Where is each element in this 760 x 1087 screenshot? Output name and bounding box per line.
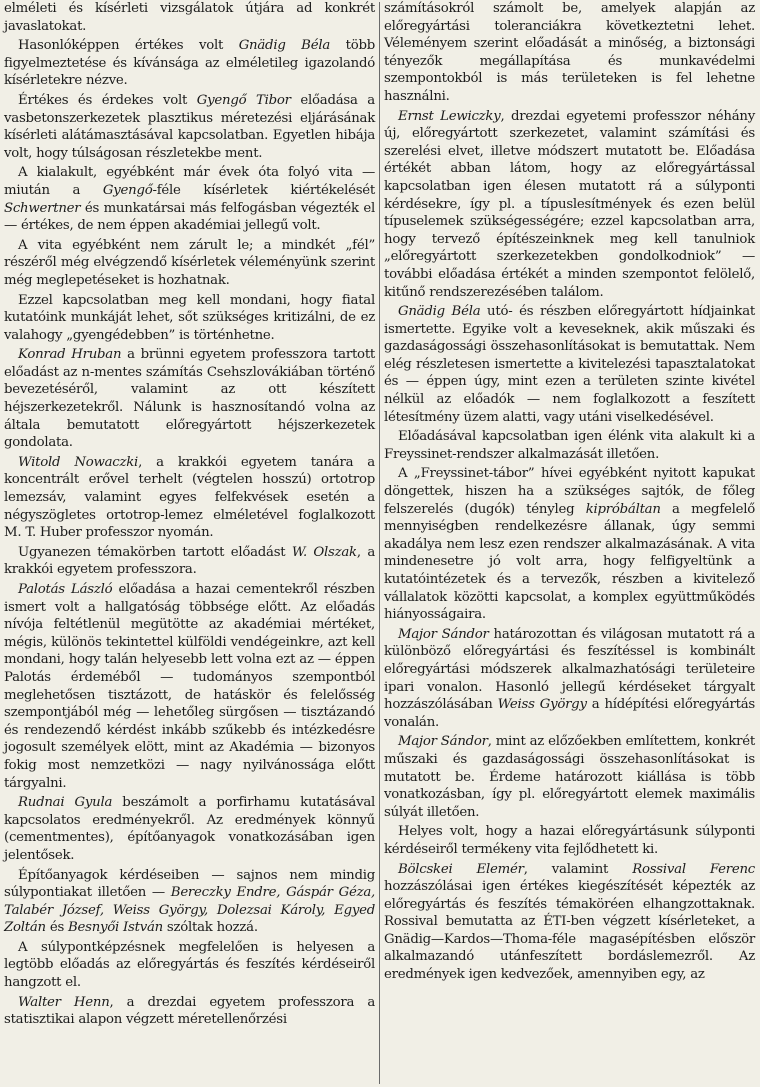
text-run: előadása a hazai cementekről részben ismert volt a hallgatóság többsége előtt. Az előadás nívója feltétlenül megütötte az akadémiai mértéket, mégis, különös tekintettel külföldi vendégeinkre, azt kell mondani, hogy talán helyesebb lett volna ezt az — éppen Palotás érdeméből — tudományos szempontból meglehetősen tisztázott, de hatáskör és felelősség szempontjából még — lehetőleg sürgősen — tisztázandó és rendezendő kérdést inkább szűkebb és intézkedésre jogosult személyek elött, mint az Akadémia — bizonyos fokig most nemzetközi — nagy nyilvánossága előtt tárgyalni. xyxy=(4,582,375,791)
right-text-column xyxy=(384,0,755,986)
text-run: számításokról számolt be, amelyek alapján az előregyártási toleranciákra következtetni lehet. Véleményem szerint előadását a minőség, a biztonsági tényezők megállapítása és munkavédelmi szempontokból is más területeken is fel lehetne használni. xyxy=(384,1,755,104)
text-run: A „Freyssinet-tábor” hívei egyébként nyitott kapukat döngettek, hiszen ha a szükséges sajtók, de főleg felszerelés (dugók) tényleg xyxy=(384,466,755,517)
column-divider xyxy=(379,2,380,1084)
text-run: A vita egyébként nem zárult le; a mindkét „fél” részéről még elvégzendő kísérletek véleményünk szerint még meglepetéseket is hozhatnak. xyxy=(4,237,375,288)
text-run: utó- és részben előregyártott hídjainkat ismertette. Egyike volt a keveseknek, akik műszaki és gazdaságossági összehasonlításokat is bemutattak. Nem elég részletesen ismertette a kivitelezési tapasztalatokat és — éppen úgy, mint ezen a területen szinte kivétel nélkül az előadók — nem foglalkozott a feszített létesítmény üzem alatti, vagy utáni viselkedésével. xyxy=(384,304,755,425)
paragraph xyxy=(384,733,755,821)
text-run: A súlypontképzésnek megfelelően is helyesen a legtöbb előadás az előregyártás és feszítés kérdéseiről hangzott el. xyxy=(4,939,375,991)
text-run: a hídépítési előregyártás vonalán. xyxy=(384,697,755,730)
text-run: , a drezdai egyetem professzora a statisztikai alapon végzett méretellenőrzési xyxy=(4,994,375,1028)
italic-name: Weiss György xyxy=(497,697,587,713)
italic-name: Bölcskei Elemér xyxy=(398,861,524,877)
paragraph xyxy=(384,465,755,623)
italic-name: Major Sándor xyxy=(398,626,489,642)
text-run: hozzászólásai igen értékes kiegészítését képezték az előregyártás és feszítés témaköréen elhangzottaknak. Rossival bemutatta az ÉTI-ben végzett kísérleteket, a Gnädig—Kardos—Thoma-féle magasépítésben először alkalmazandó utánfeszített bordáslemezről. Az eredmények igen kedvezőek, amennyiben egy, az xyxy=(384,879,755,983)
text-run: a brünni egyetem professzora tartott előadást az n-mentes számítás Csehszlovákiában történő bevezetéséről, valamint az ott készített héjszerkezetekről. Nálunk is hasznosítandó volna az általa bemutatott előregyártott héjszerkezetek gondolata. xyxy=(4,347,376,451)
text-run: és xyxy=(45,920,68,936)
italic-name: Schwertner xyxy=(4,200,81,216)
paragraph xyxy=(384,861,755,984)
italic-name: Gyengő xyxy=(102,182,153,198)
paragraph xyxy=(4,544,375,579)
text-run: előadása a vasbetonszerkezetek plasztikus méretezési eljárásának kísérleti alátámasztásával kapcsolatban. Egyetlen hibája volt, hogy túlságosan részletekbe ment. xyxy=(4,92,375,161)
text-run: beszámolt a porfirhamu kutatásával kapcsolatos eredményekről. Az eredmények könnyű (cementmentes), építőanyagok vonatkozásában igen jelentősek. xyxy=(4,795,376,863)
italic-name: Konrad Hruban xyxy=(18,347,122,363)
italic-name: W. Olszak xyxy=(291,544,357,560)
text-run: A kialakult, egyébként már évek óta folyó vita — miután a xyxy=(4,165,375,198)
paragraph xyxy=(4,454,375,542)
italic-name: Witold Nowaczki xyxy=(18,454,139,470)
paragraph xyxy=(4,0,375,35)
text-run: a megfelelő mennyiségben rendelkezésre állanak, úgy semmi akadálya nem lesz ezen rendszer alkalmazásának. A vita mindenesetre jó volt arra, hogy felfigyeltünk a kutatóintézetek és a tervezők, részben a kivitelező vállalatok közötti kapcsolat, a komplex együttműködés hiányosságaira. xyxy=(384,501,755,623)
italic-name: Palotás László xyxy=(18,582,113,597)
italic-name: Rudnai Gyula xyxy=(18,795,113,811)
italic-name: Besnyői István xyxy=(68,920,163,936)
text-run: Helyes volt, hogy a hazai előregyártásunk súlyponti kérdéseiről termékeny vita fejlődhetett ki. xyxy=(384,824,755,857)
text-run: -féle kísérletek kiértékelését xyxy=(152,182,375,198)
text-run: , mint az előzőekben említettem, konkrét műszaki és gazdaságossági összehasonlításokat is mutatott be. Érdeme határozott kiállása is több vonatkozásban, így pl. előregyártott elemek maximális súlyát illetően. xyxy=(384,734,755,820)
paragraph xyxy=(4,867,375,937)
left-text-column xyxy=(4,0,375,1031)
paragraph xyxy=(384,0,755,106)
italic-name: Gnädig Béla xyxy=(238,38,331,54)
text-run: Hasonlóképpen értékes volt xyxy=(18,38,239,54)
paragraph xyxy=(4,37,375,90)
text-run: , a krakkói egyetem professzora. xyxy=(4,544,376,578)
italic-name: kipróbáltan xyxy=(585,501,661,517)
text-run: Értékes és érdekes volt xyxy=(18,92,197,108)
paragraph xyxy=(4,994,375,1029)
text-run: , valamint xyxy=(523,861,633,877)
italic-name: Gyengő Tibor xyxy=(196,92,291,108)
italic-name: Gnädig Béla xyxy=(398,304,481,320)
italic-name: Major Sándor xyxy=(398,734,488,750)
paragraph xyxy=(4,292,375,345)
italic-name: Rossival Ferenc xyxy=(632,861,755,877)
italic-name: Ernst Lewiczky xyxy=(398,108,501,124)
text-run: elméleti és kísérleti vizsgálatok útjára ad konkrét javaslatokat. xyxy=(4,1,375,34)
text-run: Ezzel kapcsolatban meg kell mondani, hogy fiatal kutatóink munkáját lehet, sőt szükséges kritizálni, de ez valahogy „gyengédebben” is történhetne. xyxy=(4,292,375,343)
text-run: szóltak hozzá. xyxy=(162,920,258,936)
paragraph xyxy=(384,428,755,463)
paragraph xyxy=(384,108,755,302)
paragraph xyxy=(384,303,755,426)
text-run: és munkatársai más felfogásban végezték el — értékes, de nem éppen akadémiai jellegű volt. xyxy=(4,200,375,234)
paragraph xyxy=(4,939,375,992)
text-run: , drezdai egyetemi professzor néhány új, előregyártott szerkezetet, valamint számítási és szerelési elvet, illetve módszert mutatott be. Előadása értékét abban látom, hogy az előregyártással kapcsolatban igen élesen mutatott rá a súlyponti kérdésekre, így pl. a típuslesítmények és ezen belül típuselemek szükségességére; ezzel kapcsolatban arra, hogy tervező építészeinknek meg kell tanulniok „előregyártott szerkezetekben gondolkodniok” — további előadása értékét a minden szempontot felölelő, kitűnő rendszerezésében találom. xyxy=(384,108,755,300)
text-run: , a krakkói egyetem tanára a koncentrált erővel terhelt (végtelen hosszú) ortotrop lemezsáv, valamint egyes felfekvések esetén a négyszögletes ortotrop-lemez elméletével foglalkozott M. T. Huber professzor nyomán. xyxy=(4,454,375,541)
text-run: Ugyanezen témakörben tartott előadást xyxy=(18,544,292,560)
text-run: Előadásával kapcsolatban igen élénk vita alakult ki a Freyssinet-rendszer alkalmazását illetően. xyxy=(384,429,755,462)
text-run: több figyelmeztetése és kívánsága az elméletileg igazolandó kísérletekre nézve. xyxy=(4,38,375,89)
text-run: határozottan és világosan mutatott rá a különböző előregyártási és feszítéssel is kombinált előregyártási módszerek alkalmazhatósági területeire ipari vonalon. Hasonló jellegű kérdéseket tárgyalt hozzászólásában xyxy=(384,626,755,713)
paragraph xyxy=(4,237,375,290)
paragraph xyxy=(4,92,375,162)
paragraph xyxy=(4,346,375,452)
paragraph xyxy=(384,823,755,858)
paragraph xyxy=(4,794,375,864)
paragraph xyxy=(384,626,755,732)
italic-name: Walter Henn xyxy=(18,994,110,1010)
paragraph xyxy=(4,164,375,234)
paragraph xyxy=(4,581,375,792)
italic-name: Bereczky Endre, Gáspár Géza, Talabér József, Weiss György, Dolezsai Károly, Egyed Zoltán xyxy=(4,885,375,936)
text-run: Építőanyagok kérdéseiben — sajnos nem mindig súlypontiakat illetően — xyxy=(4,867,375,901)
